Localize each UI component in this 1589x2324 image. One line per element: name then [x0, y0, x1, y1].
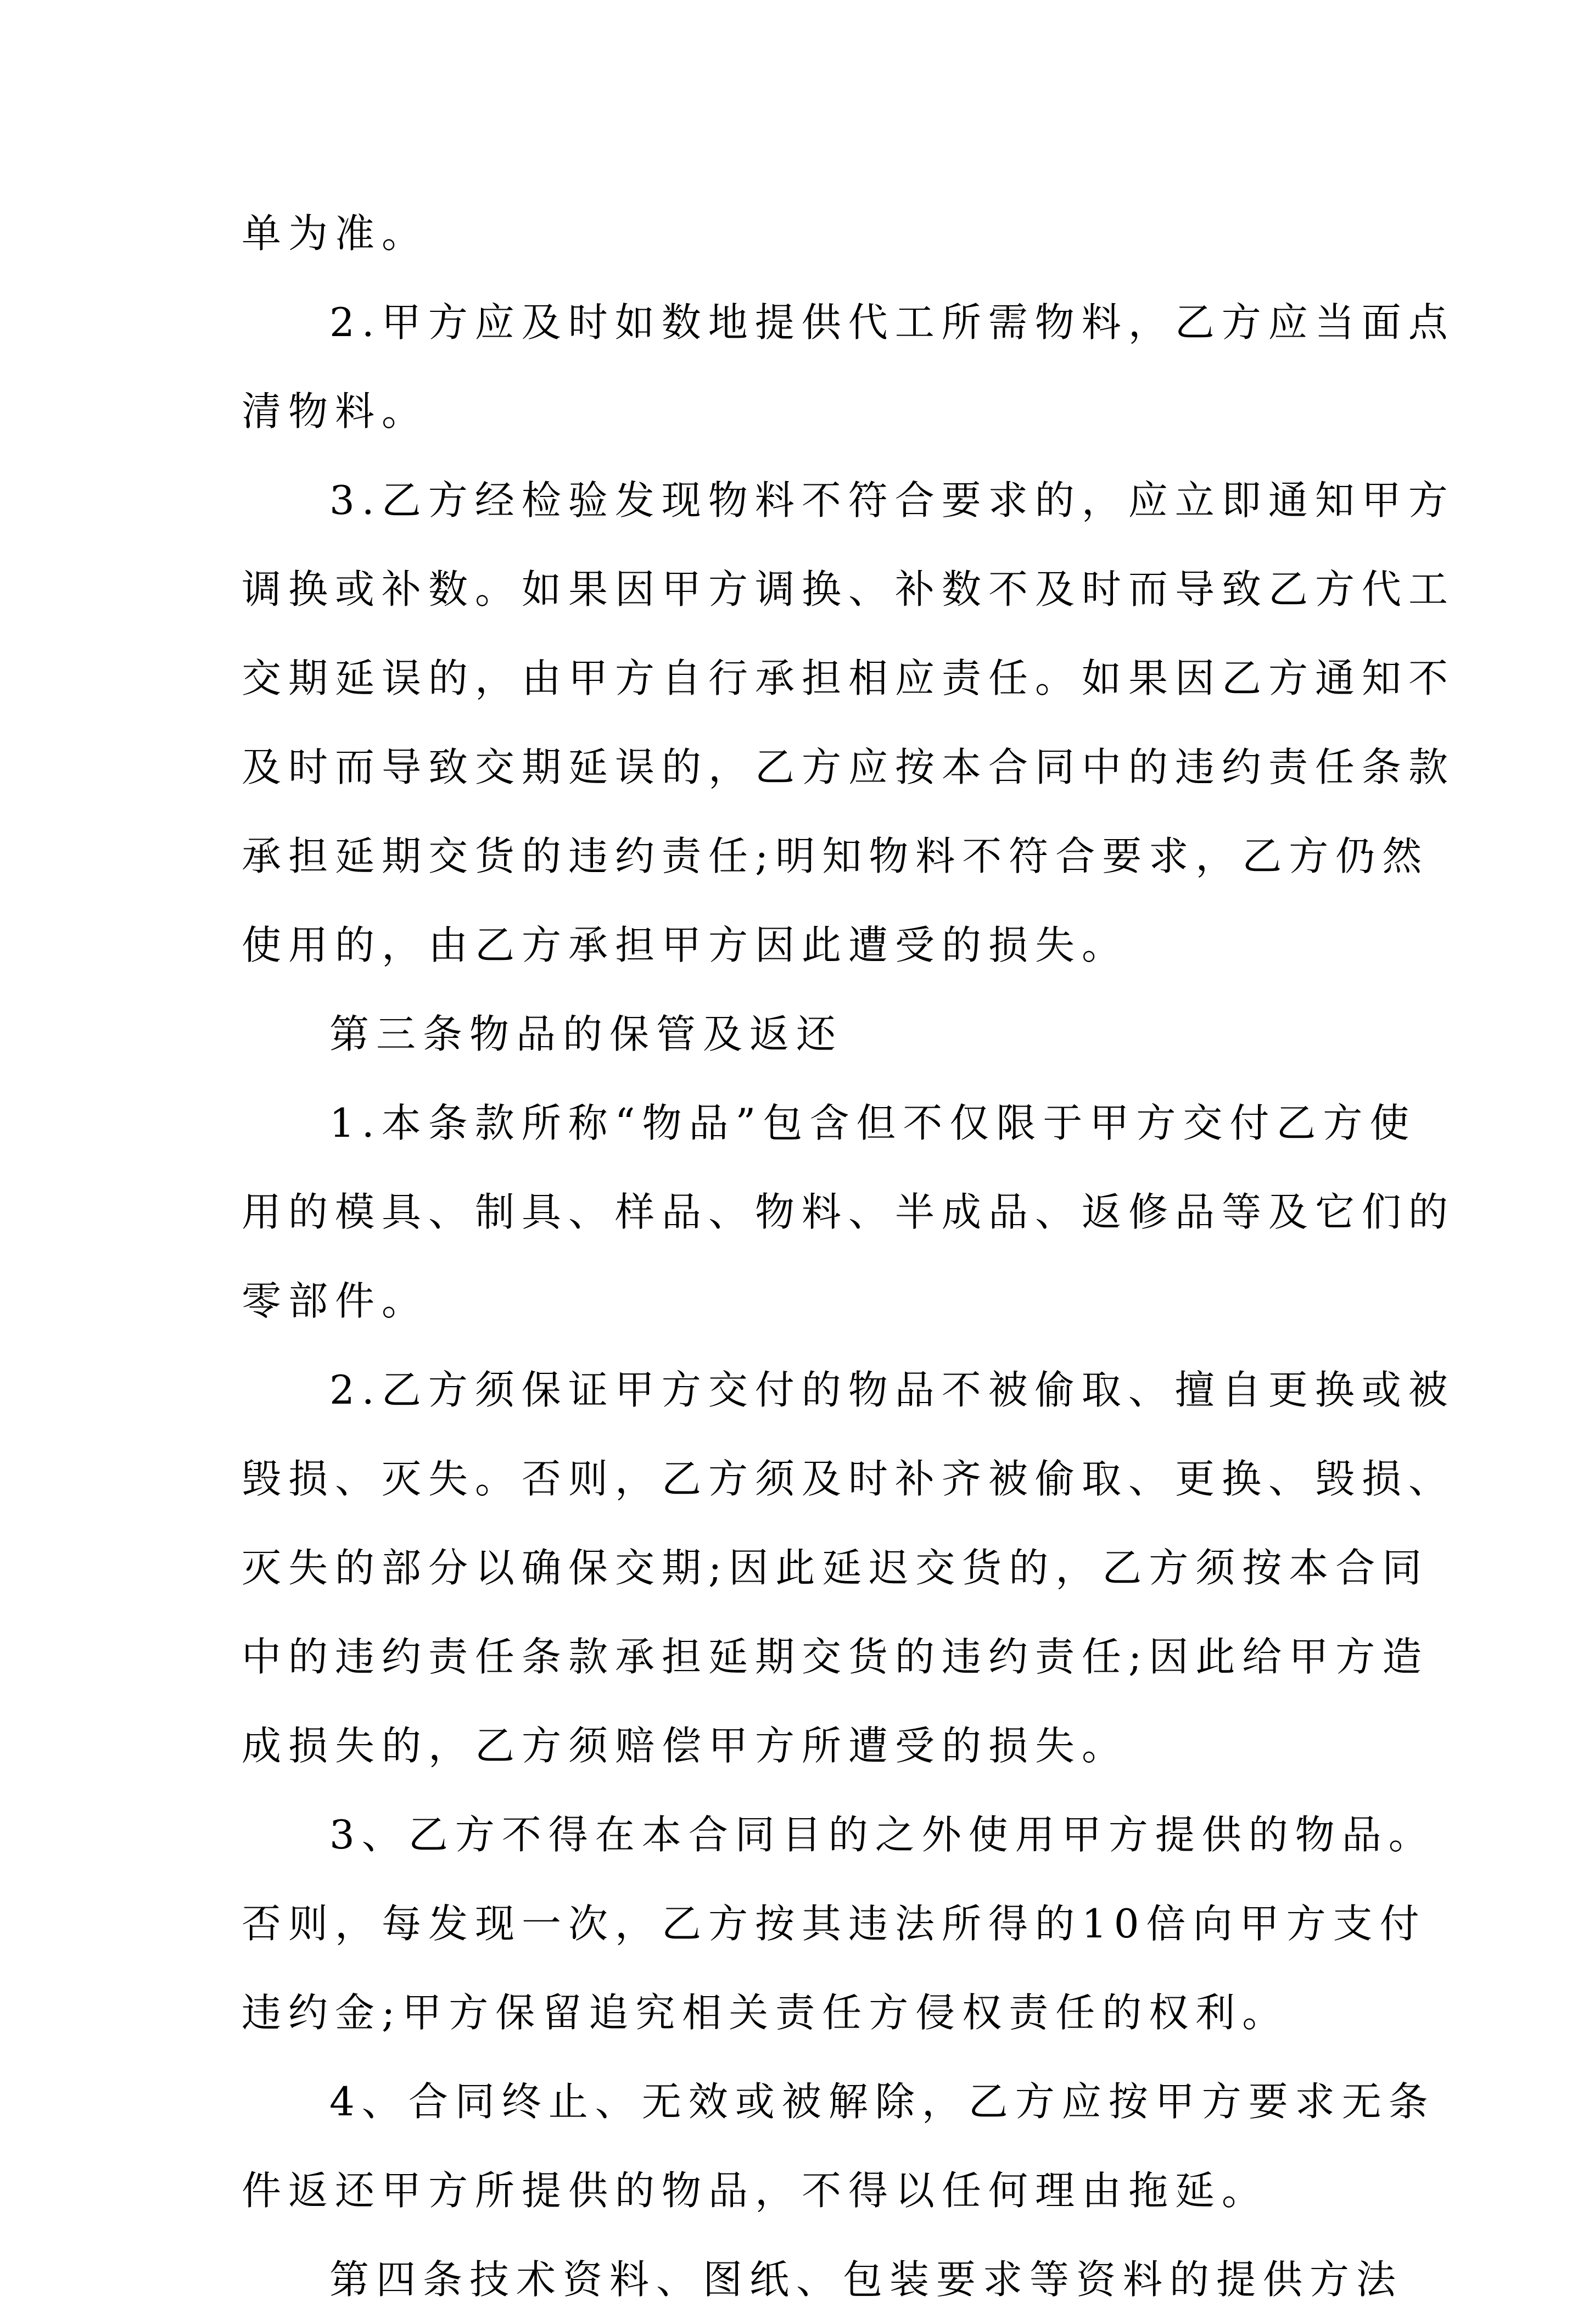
- paragraph-line: 及时而导致交期延误的，乙方应按本合同中的违约责任条款: [242, 744, 1456, 790]
- paragraph-line: 调换或补数。如果因甲方调换、补数不及时而导致乙方代工: [242, 566, 1456, 612]
- paragraph-line: 违约金;甲方保留追究相关责任方侵权责任的权利。: [242, 1990, 1289, 2036]
- document-body: [242, 189, 1456, 2324]
- section-heading: 第四条技术资料、图纸、包装要求等资料的提供方法: [329, 2256, 1403, 2303]
- paragraph-line: 使用的，由乙方承担甲方因此遭受的损失。: [242, 922, 1129, 968]
- paragraph-line: 零部件。: [242, 1278, 429, 1324]
- paragraph-line: 灭失的部分以确保交期;因此延迟交货的，乙方须按本合同: [242, 1545, 1429, 1591]
- paragraph-line: 交期延误的，由甲方自行承担相应责任。如果因乙方通知不: [242, 655, 1456, 701]
- paragraph-line: 毁损、灭失。否则，乙方须及时补齐被偷取、更换、毁损、: [242, 1456, 1456, 1502]
- paragraph-line: 1.本条款所称“物品”包含但不仅限于甲方交付乙方使: [329, 1100, 1417, 1146]
- paragraph-line: 单为准。: [242, 210, 429, 256]
- paragraph-line: 承担延期交货的违约责任;明知物料不符合要求，乙方仍然: [242, 833, 1429, 879]
- paragraph-line: 件返还甲方所提供的物品，不得以任何理由拖延。: [242, 2167, 1269, 2214]
- paragraph-line: 3.乙方经检验发现物料不符合要求的，应立即通知甲方: [329, 477, 1455, 523]
- paragraph-line: 2.甲方应及时如数地提供代工所需物料，乙方应当面点: [329, 299, 1455, 345]
- paragraph-line: 2.乙方须保证甲方交付的物品不被偷取、擅自更换或被: [329, 1367, 1455, 1413]
- paragraph-line: 中的违约责任条款承担延期交货的违约责任;因此给甲方造: [242, 1634, 1429, 1680]
- paragraph-line: 成损失的，乙方须赔偿甲方所遭受的损失。: [242, 1723, 1129, 1769]
- paragraph-line: 3、乙方不得在本合同目的之外使用甲方提供的物品。: [329, 1812, 1435, 1858]
- paragraph-line: 4、合同终止、无效或被解除，乙方应按甲方要求无条: [329, 2079, 1435, 2125]
- paragraph-line: 用的模具、制具、样品、物料、半成品、返修品等及它们的: [242, 1189, 1456, 1235]
- paragraph-line: 清物料。: [242, 388, 429, 434]
- section-heading: 第三条物品的保管及返还: [329, 1011, 843, 1057]
- paragraph-line: 否则，每发现一次，乙方按其违法所得的10倍向甲方支付: [242, 1901, 1426, 1947]
